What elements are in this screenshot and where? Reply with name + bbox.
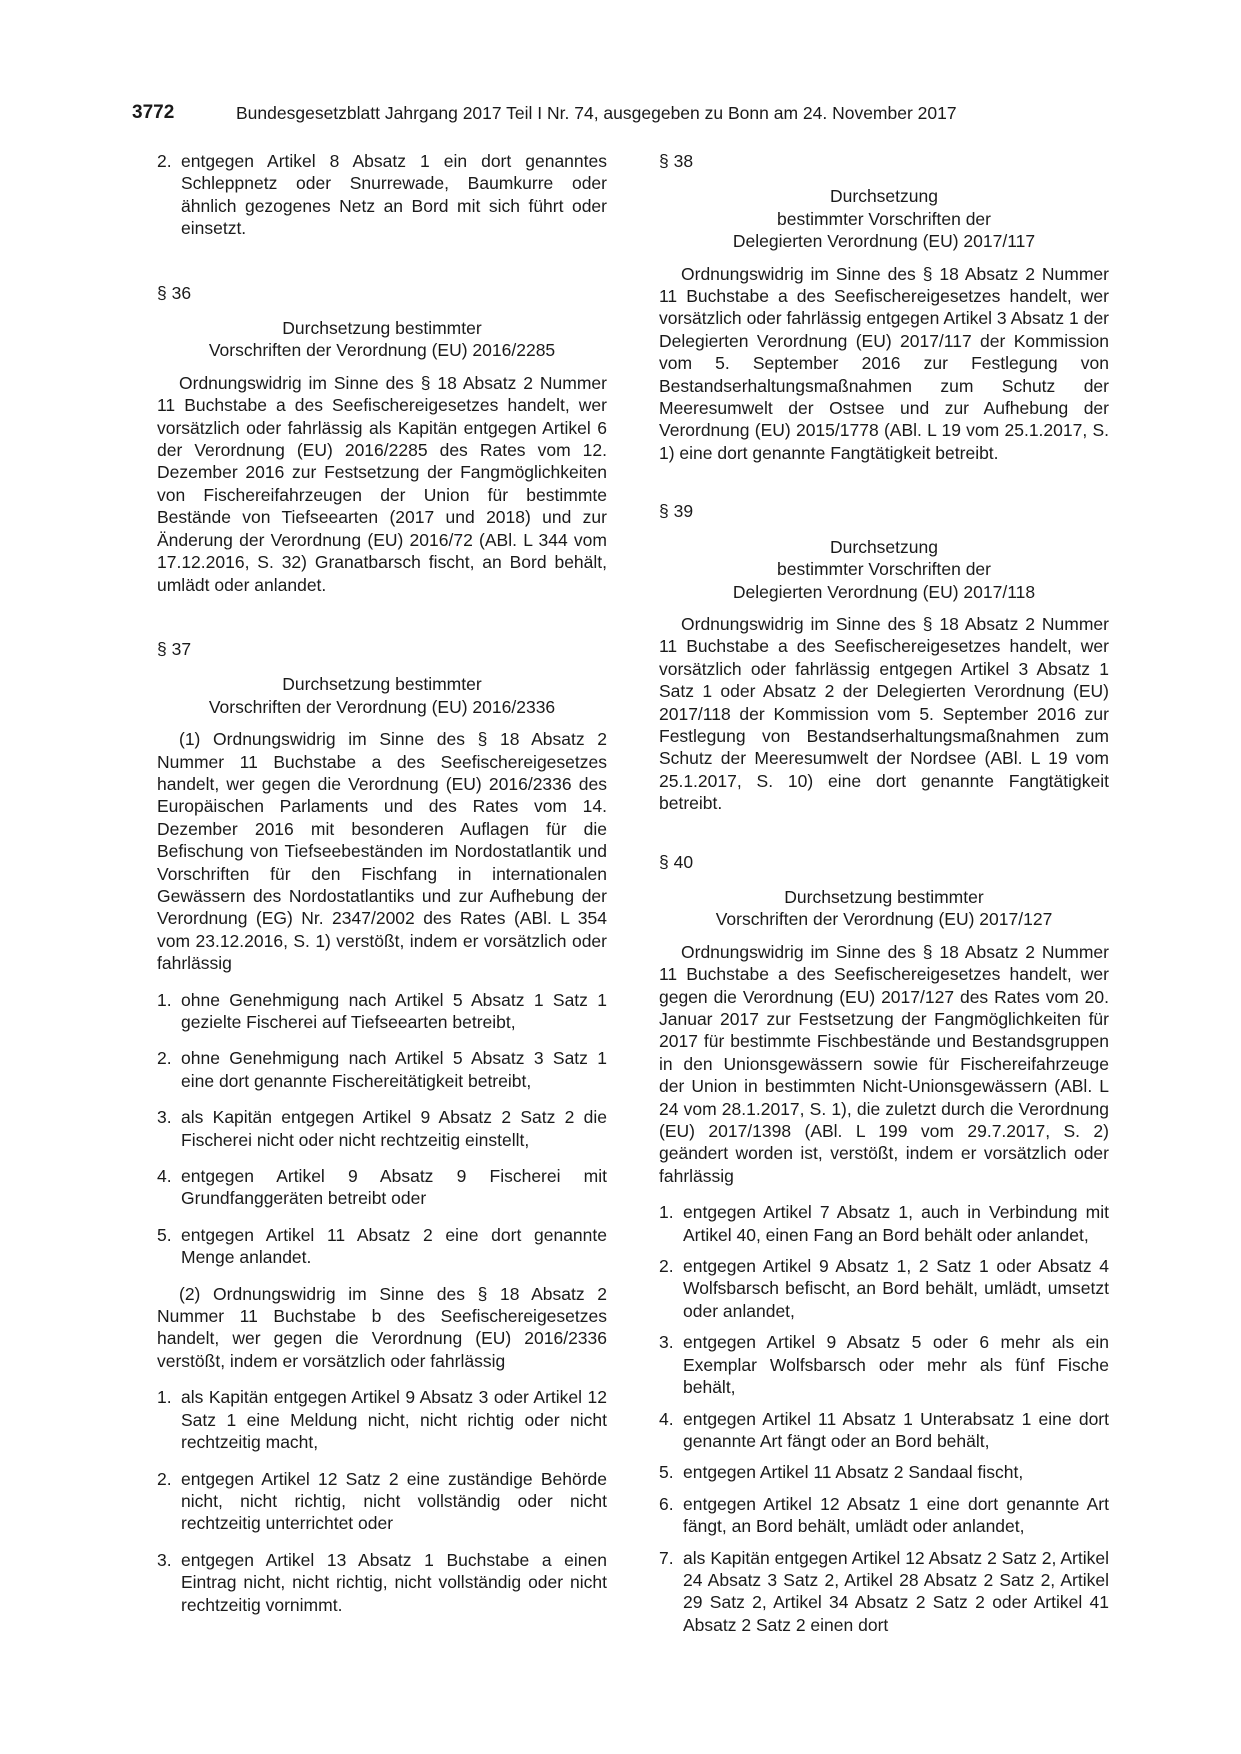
list-item xyxy=(157,1549,607,1616)
section-title-37 xyxy=(157,673,607,718)
list-item xyxy=(157,1468,607,1535)
title-line: Durchsetzung bestimmter xyxy=(282,674,482,695)
title-line: Durchsetzung xyxy=(830,186,938,207)
journal-line: Bundesgesetzblatt Jahrgang 2017 Teil I Nr. 74, ausgegeben zu Bonn am 24. November 2017 xyxy=(236,103,957,123)
item-number: 2. xyxy=(157,1468,172,1489)
left-column xyxy=(157,150,607,1630)
list-item xyxy=(659,1201,1109,1246)
list-item xyxy=(157,989,607,1034)
section-sign-36: § 36 xyxy=(157,282,192,303)
list-item xyxy=(659,1255,1109,1322)
item-text: als Kapitän entgegen Artikel 9 Absatz 2 Satz 2 die Fischerei nicht oder nicht rechtzeitig einstellt, xyxy=(181,1107,607,1150)
list-item xyxy=(659,1547,1109,1637)
section-title-39 xyxy=(659,536,1109,603)
item-text: als Kapitän entgegen Artikel 9 Absatz 3 oder Artikel 12 Satz 1 eine Meldung nicht, nicht richtig oder nicht rechtzeitig macht, xyxy=(181,1387,607,1453)
title-line: Durchsetzung bestimmter xyxy=(282,318,482,339)
item-text: entgegen Artikel 12 Absatz 1 eine dort genannte Art fängt, an Bord behält, umlädt oder anlandet, xyxy=(683,1493,1109,1537)
list-item xyxy=(157,1047,607,1092)
item-text: ohne Genehmigung nach Artikel 5 Absatz 3 Satz 1 eine dort genannte Fischereitätigkeit betreibt, xyxy=(181,1048,607,1091)
title-line: Delegierten Verordnung (EU) 2017/117 xyxy=(732,231,1036,252)
item-text: entgegen Artikel 8 Absatz 1 ein dort genanntes Schleppnetz oder Snurrewade, Baumkurre oder ähnlich gezogenes Netz an Bord mit sich führt oder einsetzt. xyxy=(181,151,607,239)
title-line: Durchsetzung bestimmter xyxy=(784,886,984,907)
page-number: 3772 xyxy=(132,102,175,123)
section-title-36 xyxy=(157,317,607,362)
list-item xyxy=(659,1331,1109,1398)
section-sign-37: § 37 xyxy=(157,638,192,659)
section-sign-39: § 39 xyxy=(659,501,694,522)
item-number: 5. xyxy=(157,1224,172,1245)
title-line: bestimmter Vorschriften der xyxy=(777,559,991,580)
item-text: entgegen Artikel 7 Absatz 1, auch in Verbindung mit Artikel 40, einen Fang an Bord behält oder anlandet, xyxy=(683,1202,1109,1245)
section-37-list-2 xyxy=(157,1386,607,1616)
section-body-39: Ordnungswidrig im Sinne des § 18 Absatz 2 Nummer 11 Buchstabe a des Seefischereigesetzes handelt, wer vorsätzlich oder fahrlässig entgegen Artikel 3 Absatz 1 Satz 1 oder Absatz 2 der Delegierten Verordnung (EU) 2017/118 der Kommission vom 5. September 2016 zur Festlegung von Bestandserhaltungsmaßnahmen zum Schutz der Meeresumwelt der Nordsee (ABl. L 19 vom 25.1.2017, S. 10) eine dort genannte Fangtätigkeit betreibt. xyxy=(659,613,1109,814)
section-body-40: Ordnungswidrig im Sinne des § 18 Absatz 2 Nummer 11 Buchstabe a des Seefischereigesetzes handelt, wer gegen die Verordnung (EU) 2017/127 des Rates vom 20. Januar 2017 zur Festsetzung der Fangmöglichkeiten für 2017 für bestimmte Fischbestände und Bestandsgruppen in den Unionsgewässern sowie für Fischereifahrzeuge der Union in bestimmten Nicht-Unionsgewässern (ABl. L 24 vom 28.1.2017, S. 1), die zuletzt durch die Verordnung (EU) 2017/1398 (ABl. L 199 vom 29.7.2017, S. 2) geändert worden ist, verstößt, indem er vorsätzlich oder fahrlässig xyxy=(659,941,1109,1186)
item-number: 3. xyxy=(659,1332,674,1353)
item-number: 5. xyxy=(659,1462,674,1483)
item-number: 1. xyxy=(157,989,172,1010)
section-title-38 xyxy=(659,185,1109,252)
item-text: entgegen Artikel 12 Satz 2 eine zuständige Behörde nicht, nicht richtig, nicht vollständig oder nicht rechtzeitig unterrichtet oder xyxy=(181,1468,607,1534)
section-40-list xyxy=(659,1201,1109,1636)
item-number: 1. xyxy=(157,1387,172,1408)
item-number: 7. xyxy=(659,1547,674,1568)
item-number: 6. xyxy=(659,1493,674,1514)
item-number: 1. xyxy=(659,1202,674,1223)
item-number: 3. xyxy=(157,1549,172,1570)
item-text: entgegen Artikel 9 Absatz 9 Fischerei mit Grundfanggeräten betreibt oder xyxy=(181,1166,607,1209)
list-item xyxy=(157,1224,607,1269)
list-item xyxy=(659,1493,1109,1538)
title-line: Vorschriften der Verordnung (EU) 2016/2285 xyxy=(208,340,556,361)
item-text: entgegen Artikel 9 Absatz 1, 2 Satz 1 oder Absatz 4 Wolfsbarsch befischt, an Bord behält, umlädt, umsetzt oder anlandet, xyxy=(683,1256,1109,1321)
title-line: Delegierten Verordnung (EU) 2017/118 xyxy=(732,581,1036,602)
item-text: entgegen Artikel 11 Absatz 2 Sandaal fischt, xyxy=(683,1462,1024,1483)
item-number: 3. xyxy=(157,1107,172,1128)
list-item xyxy=(157,1386,607,1453)
item-text: ohne Genehmigung nach Artikel 5 Absatz 1 Satz 1 gezielte Fischerei auf Tiefseearten betreibt, xyxy=(181,989,607,1032)
section-sign-40: § 40 xyxy=(659,851,694,872)
item-number: 2. xyxy=(659,1256,674,1277)
list-item xyxy=(659,1408,1109,1453)
section-37-list-1 xyxy=(157,989,607,1269)
item-text: entgegen Artikel 11 Absatz 1 Unterabsatz 1 eine dort genannte Art fängt oder an Bord behält, xyxy=(683,1408,1109,1451)
item-number: 2. xyxy=(157,1048,172,1069)
list-item xyxy=(157,1106,607,1151)
title-line: Vorschriften der Verordnung (EU) 2017/127 xyxy=(715,909,1053,930)
item-number: 4. xyxy=(157,1166,172,1187)
section-37-paragraph-1: (1) Ordnungswidrig im Sinne des § 18 Absatz 2 Nummer 11 Buchstabe a des Seefischereigesetzes handelt, wer gegen die Verordnung (EU) 2016/2336 des Europäischen Parlaments und des Rates vom 14. Dezember 2016 mit besonderen Auflagen für die Befischung von Tiefseebeständen im Nordostatlantik und Vorschriften für den Fischfang in internationalen Gewässern des Nordostatlantiks und zur Aufhebung der Verordnung (EG) Nr. 2347/2002 des Rates (ABl. L 354 vom 23.12.2016, S. 1) verstößt, indem er vorsätzlich oder fahrlässig xyxy=(157,729,607,974)
section-37-paragraph-2: (2) Ordnungswidrig im Sinne des § 18 Absatz 2 Nummer 11 Buchstabe b des Seefischereigesetzes handelt, wer gegen die Verordnung (EU) 2016/2336 verstößt, indem er vorsätzlich oder fahrlässig xyxy=(157,1283,607,1371)
right-column xyxy=(659,150,1109,1650)
title-line: Durchsetzung xyxy=(830,536,938,557)
item-number: 4. xyxy=(659,1408,674,1429)
list-item xyxy=(659,1461,1109,1483)
section-body-36: Ordnungswidrig im Sinne des § 18 Absatz 2 Nummer 11 Buchstabe a des Seefischereigesetzes handelt, wer vorsätzlich oder fahrlässig als Kapitän entgegen Artikel 6 der Verordnung (EU) 2016/2285 des Rates vom 12. Dezember 2016 zur Festsetzung der Fangmöglichkeiten von Fischereifahrzeugen der Union für bestimmte Bestände von Tiefseearten (2017 und 2018) und zur Änderung der Verordnung (EU) 2016/72 (ABl. L 344 vom 17.12.2016, S. 32) Granatbarsch fischt, an Bord behält, umlädt oder anlandet. xyxy=(157,372,607,595)
section-sign-38: § 38 xyxy=(659,151,694,171)
section-title-40 xyxy=(659,886,1109,931)
page-header xyxy=(132,100,1109,126)
section-body-38: Ordnungswidrig im Sinne des § 18 Absatz 2 Nummer 11 Buchstabe a des Seefischereigesetzes handelt, wer vorsätzlich oder fahrlässig entgegen Artikel 3 Absatz 1 der Delegierten Verordnung (EU) 2017/117 der Kommission vom 5. September 2016 zur Festlegung von Bestandserhaltungsmaßnahmen zum Schutz der Meeresumwelt der Ostsee und zur Aufhebung der Verordnung (EU) 2015/1778 (ABl. L 19 vom 25.1.2017, S. 1) eine dort genannte Fangtätigkeit betreibt. xyxy=(659,263,1109,463)
list-item xyxy=(157,150,607,240)
item-text: entgegen Artikel 9 Absatz 5 oder 6 mehr als ein Exemplar Wolfsbarsch oder mehr als fünf Fische behält, xyxy=(683,1332,1109,1398)
list-item xyxy=(157,1165,607,1210)
item-text: entgegen Artikel 13 Absatz 1 Buchstabe a einen Eintrag nicht, nicht richtig, nicht vollständig oder nicht rechtzeitig vornimmt. xyxy=(181,1549,607,1615)
item-number: 2. xyxy=(157,151,172,171)
item-text: entgegen Artikel 11 Absatz 2 eine dort genannte Menge anlandet. xyxy=(181,1224,607,1268)
title-line: bestimmter Vorschriften der xyxy=(777,208,991,229)
title-line: Vorschriften der Verordnung (EU) 2016/2336 xyxy=(208,696,556,717)
item-text: als Kapitän entgegen Artikel 12 Absatz 2 Satz 2, Artikel 24 Absatz 3 Satz 2, Artikel 28 Absatz 2 Satz 2, Artikel 29 Satz 2, Artikel 34 Absatz 2 Satz 2 oder Artikel 41 Absatz 2 Satz 2 einen dort xyxy=(683,1547,1109,1635)
